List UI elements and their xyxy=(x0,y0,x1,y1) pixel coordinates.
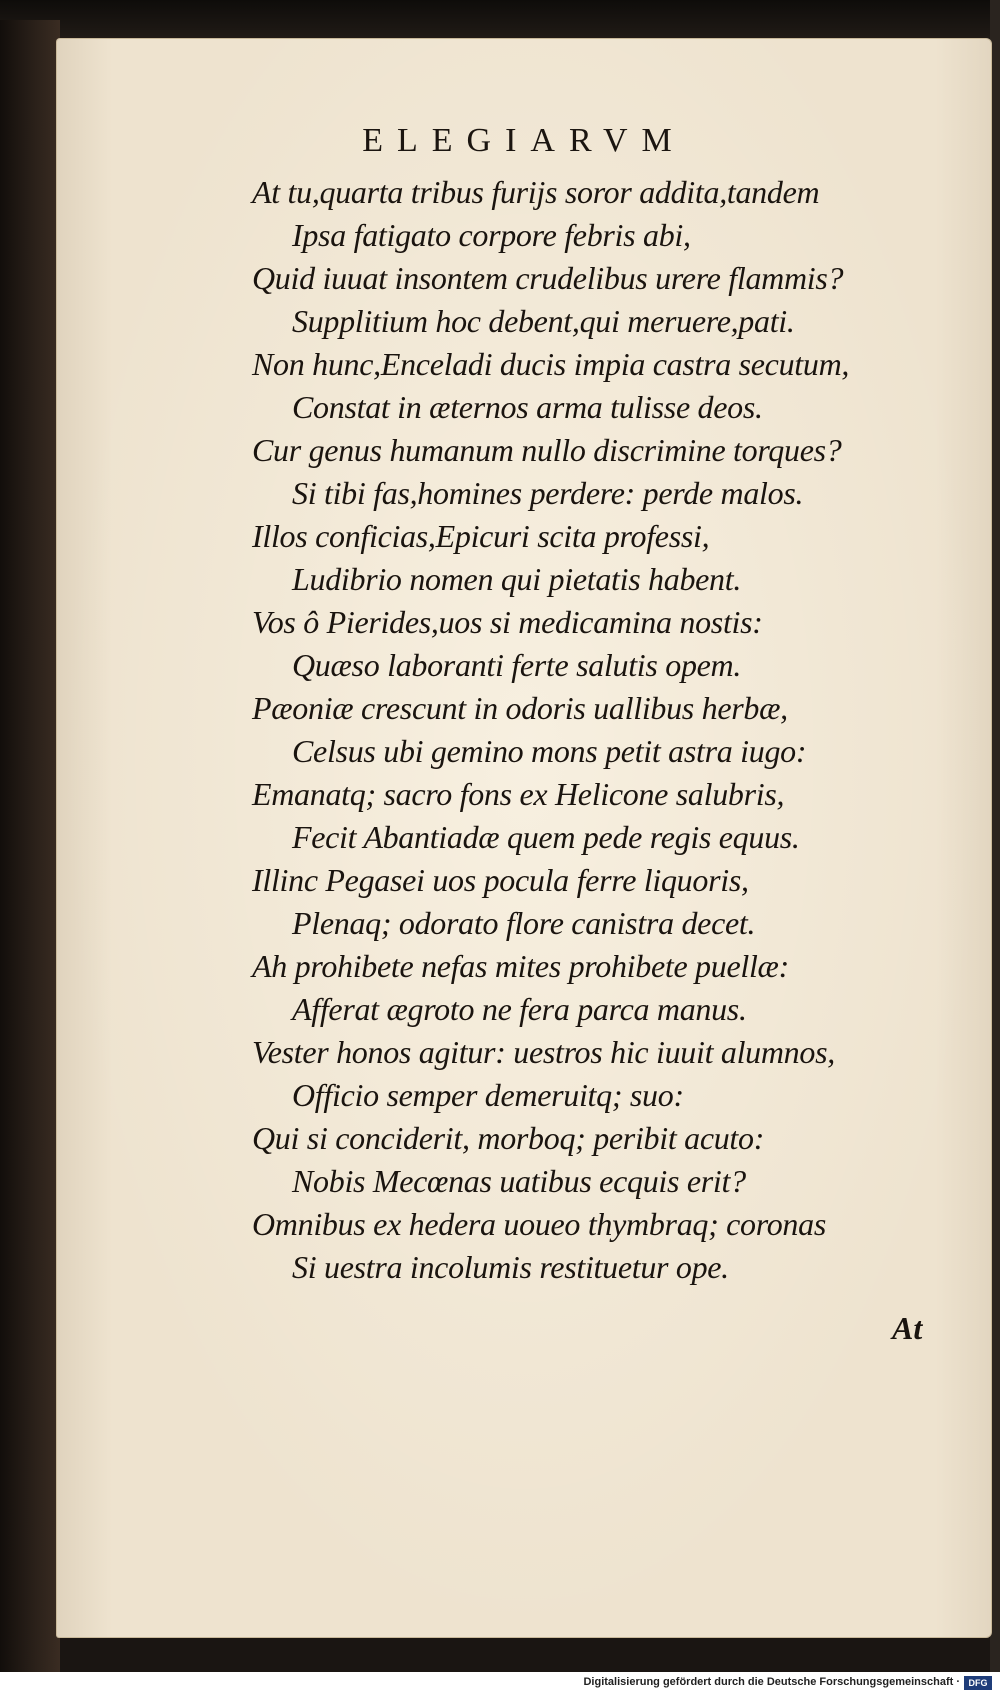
verse-line-pentameter: Constat in æternos arma tulisse deos. xyxy=(292,389,763,425)
verse-line-hexameter: Quid iuuat insontem crudelibus urere flammis? xyxy=(252,260,844,296)
verse-line-pentameter: Ludibrio nomen qui pietatis habent. xyxy=(292,561,742,597)
verse-line-hexameter: Non hunc,Enceladi ducis impia castra secutum, xyxy=(252,346,850,382)
verse-line-pentameter: Supplitium hoc debent,qui meruere,pati. xyxy=(292,303,795,339)
footer-credit: Digitalisierung gefördert durch die Deutsche Forschungsgemeinschaft · xyxy=(583,1676,960,1688)
verse-line-hexameter: At tu,quarta tribus furijs soror addita,tandem xyxy=(252,174,820,210)
verse-line-pentameter: Fecit Abantiadæ quem pede regis equus. xyxy=(292,819,800,855)
verse-line-hexameter: Vos ô Pierides,uos si medicamina nostis: xyxy=(252,604,763,640)
verse-line-pentameter: Ipsa fatigato corpore febris abi, xyxy=(292,217,691,253)
verse-line-pentameter: Quæso laboranti ferte salutis opem. xyxy=(292,647,742,683)
book-page xyxy=(56,38,992,1638)
verse-line-pentameter: Si uestra incolumis restituetur ope. xyxy=(292,1249,729,1285)
verse-line-hexameter: Qui si conciderit, morboq; peribit acuto: xyxy=(252,1120,765,1156)
verse-line-hexameter: Emanatq; sacro fons ex Helicone salubris, xyxy=(252,776,785,812)
footer-bar xyxy=(0,1672,1000,1694)
verse-line-hexameter: Illinc Pegasei uos pocula ferre liquoris, xyxy=(252,862,749,898)
book-binding-edge xyxy=(0,20,60,1672)
verse-line-hexameter: Omnibus ex hedera uoueo thymbraq; coronas xyxy=(252,1206,826,1242)
verse-line-pentameter: Afferat ægroto ne fera parca manus. xyxy=(292,991,747,1027)
scan-top-border xyxy=(0,0,1000,42)
verse-line-pentameter: Celsus ubi gemino mons petit astra iugo: xyxy=(292,733,807,769)
verse-line-pentameter: Si tibi fas,homines perdere: perde malos. xyxy=(292,475,804,511)
verse-line-pentameter: Nobis Mecœnas uatibus ecquis erit? xyxy=(292,1163,746,1199)
verse-line-hexameter: Cur genus humanum nullo discrimine torques? xyxy=(252,432,842,468)
running-head: ELEGIARVM xyxy=(362,122,686,159)
verse-line-hexameter: Pæoniæ crescunt in odoris uallibus herbæ, xyxy=(252,690,788,726)
verse-line-pentameter: Officio semper demeruitq; suo: xyxy=(292,1077,684,1113)
dfg-logo-icon: DFG xyxy=(964,1676,992,1690)
verse-line-pentameter: Plenaq; odorato flore canistra decet. xyxy=(292,905,756,941)
verse-line-hexameter: Ah prohibete nefas mites prohibete puellæ: xyxy=(252,948,789,984)
catchword: At xyxy=(892,1310,923,1346)
verse-line-hexameter: Vester honos agitur: uestros hic iuuit alumnos, xyxy=(252,1034,835,1070)
verse-line-hexameter: Illos conficias,Epicuri scita professi, xyxy=(252,518,710,554)
